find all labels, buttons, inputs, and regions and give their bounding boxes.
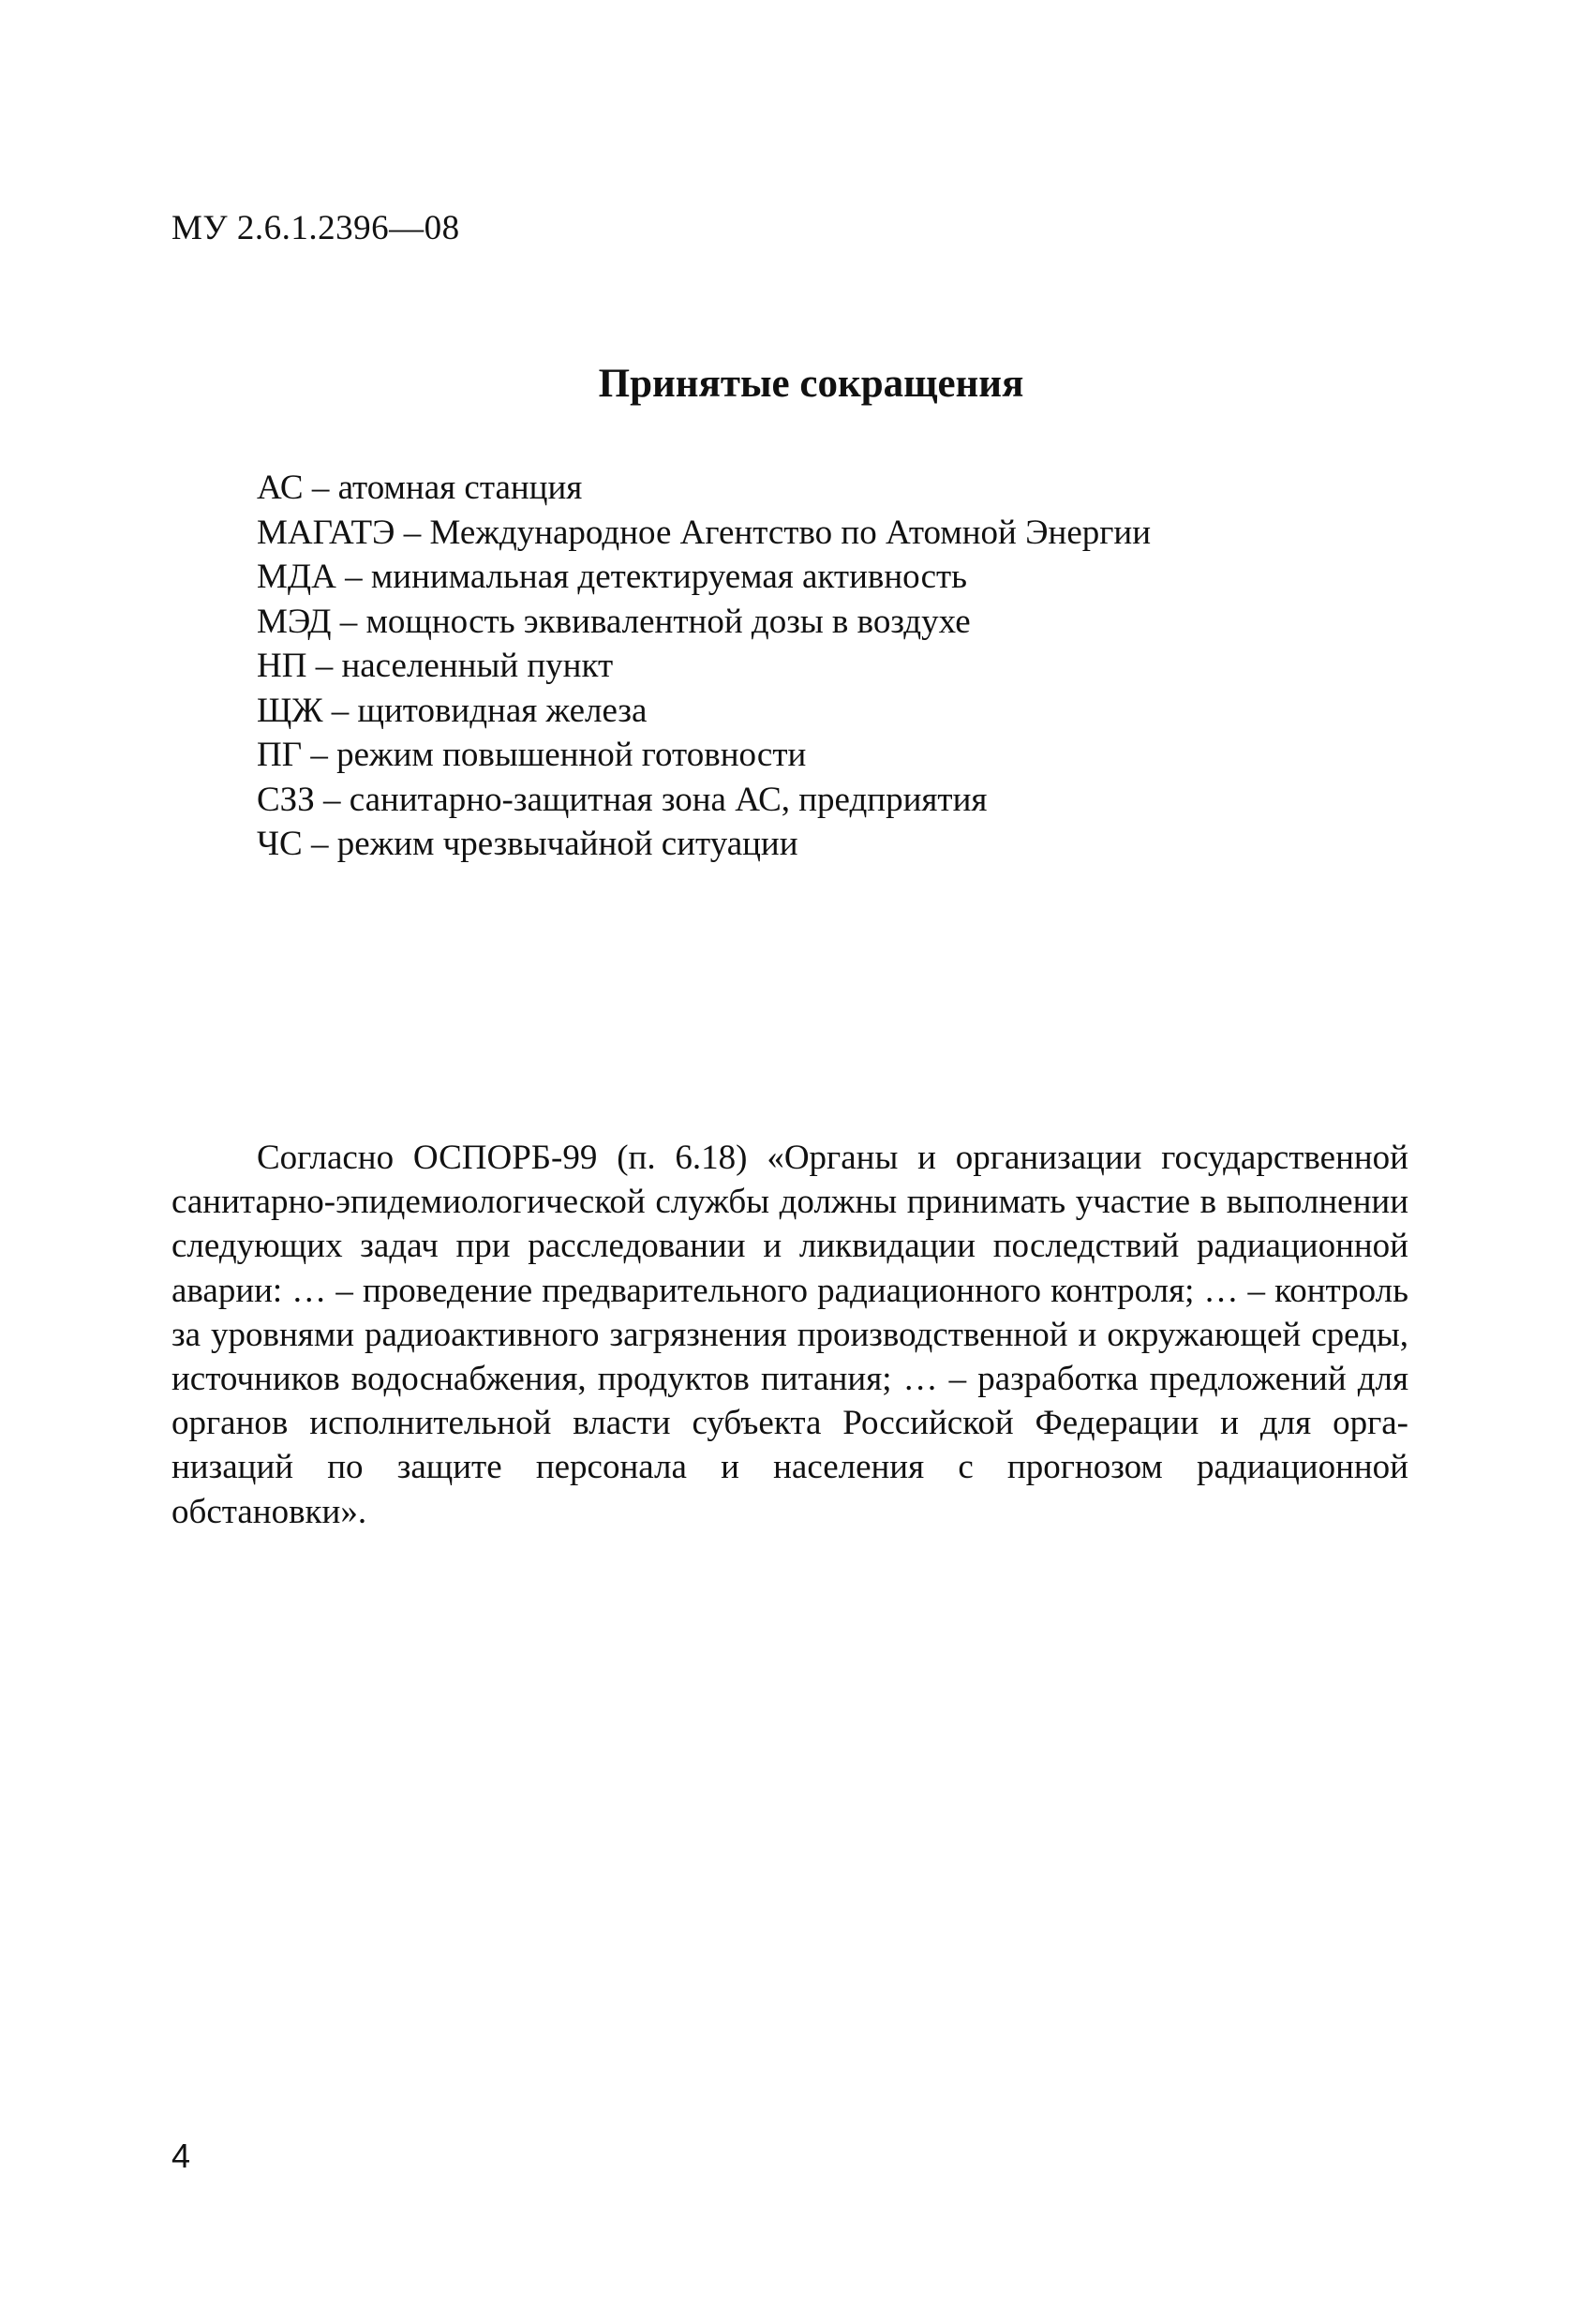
abbreviation-meaning: режим повышенной готовности <box>336 736 807 774</box>
body-paragraph: Согласно ОСПОРБ-99 (п. 6.18) «Органы и организации государственной санитарно-эпидемиологической службы должны принимать участие в выполнении следующих задач при расследовании и ликвидации последствий радиационной аварии: … – проведение предварительного радиационного контроля; … – контроль за уровнями радиоактивного загрязнения производственной и окружающей среды, источников водоснабжения, продуктов питания; … – разработка предложений для органов исполнительной власти субъекта Российской Федерации и для организаций по защите персонала и населения с прогнозом радиационной обстановки». <box>171 1139 1408 1531</box>
abbreviation-meaning: режим чрезвычайной ситуации <box>336 825 798 863</box>
abbreviation-meaning: населенный пункт <box>341 647 614 685</box>
abbreviation-item: ЧС – режим чрезвычайной ситуации <box>257 825 798 863</box>
abbreviation-term: НП <box>257 647 307 685</box>
abbreviation-meaning: щитовидная железа <box>357 691 648 730</box>
abbreviation-meaning: мощность эквивалентной дозы в воздухе <box>365 602 971 641</box>
abbreviation-item: ПГ – режим повышенной готовности <box>257 736 807 774</box>
abbreviation-term: ЩЖ <box>257 691 323 730</box>
abbreviation-item: МДА – минимальная детектируемая активность <box>257 558 968 596</box>
abbreviation-meaning: санитарно-защитная зона АС, предприятия <box>349 780 988 819</box>
abbreviation-term: ЧС <box>257 825 303 863</box>
abbreviation-meaning: Международное Агентство по Атомной Энергии <box>429 513 1152 552</box>
abbreviation-term: МЭД <box>257 602 332 641</box>
abbreviation-item: МАГАТЭ – Международное Агентство по Атомной Энергии <box>257 513 1152 552</box>
abbreviation-meaning: минимальная детектируемая активность <box>370 558 968 596</box>
abbreviation-meaning: атомная станция <box>337 469 583 507</box>
abbreviation-term: МАГАТЭ <box>257 513 395 552</box>
abbreviation-item: СЗЗ – санитарно-защитная зона АС, предприятия <box>257 780 988 819</box>
abbreviation-item: МЭД – мощность эквивалентной дозы в воздухе <box>257 602 971 641</box>
abbreviation-item: ЩЖ – щитовидная железа <box>257 691 648 730</box>
abbreviation-term: СЗЗ <box>257 780 315 819</box>
document-code: МУ 2.6.1.2396—08 <box>171 209 460 247</box>
abbreviation-item: НП – населенный пункт <box>257 647 614 685</box>
abbreviations-list <box>257 466 1151 867</box>
abbreviation-term: ПГ <box>257 736 303 774</box>
abbreviation-item: АС – атомная станция <box>257 469 583 507</box>
abbreviation-term: МДА <box>257 558 336 596</box>
abbreviation-term: АС <box>257 469 304 507</box>
section-title: Принятые сокращения <box>598 362 1024 406</box>
page-number: 4 <box>171 2137 191 2175</box>
